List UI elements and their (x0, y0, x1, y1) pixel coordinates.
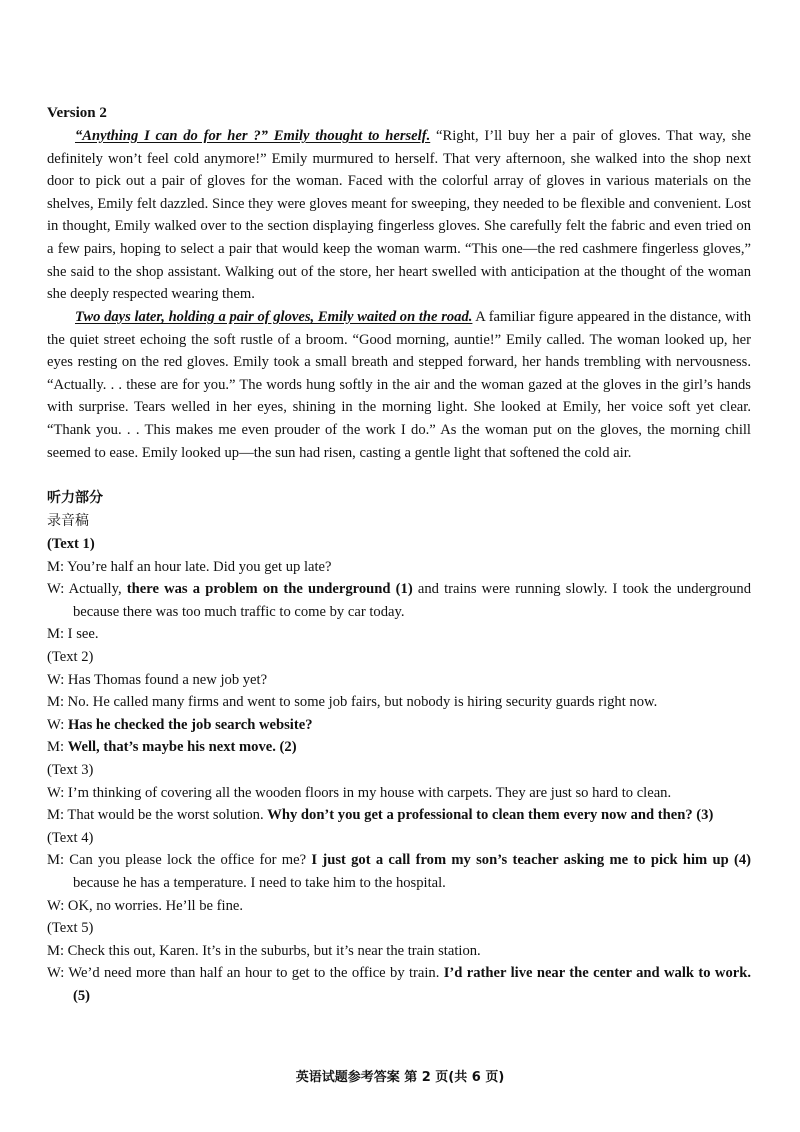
page-footer: 英语试题参考答案 第 2 页(共 6 页) (295, 1070, 505, 1085)
essay-paragraph-2 (47, 306, 751, 464)
answer-highlight: I just got a call from my son’s teacher asking me to pick him up (4) (311, 852, 751, 869)
answer-highlight: Why don’t you get a professional to clean them every now and then? (3) (267, 807, 714, 824)
text-5-line-1: M: Check this out, Karen. It’s in the suburbs, but it’s near the train station. (47, 942, 481, 959)
text-2-line-1: W: Has Thomas found a new job yet? (47, 671, 268, 688)
speaker-text: M: Can you please lock the office for me? (47, 852, 312, 869)
para1-body: “Right, I’ll buy her a pair of gloves. That way, she definitely won’t feel cold anymore!” Emily murmured to herself. That very afternoon, she walked into the shop next door to pick out a pair of gloves for the woman. Faced with the colorful array of gloves in various materials on the shelves, Emily felt dazzled. Since they were gloves meant for sweeping, they needed to be flexible and convenient. Lost in thought, Emily walked over to the section displaying fingerless gloves. She carefully felt the fabric and even tried on a few pairs, hoping to select a pair that would keep the woman warm. “This one—the red cashmere fingerless gloves,” she said to the shop assistant. Walking out of the store, her heart swelled with anticipation at the thought of the woman she deeply respected wearing them. (47, 128, 751, 303)
text-4-line-2: W: OK, no worries. He’ll be fine. (47, 897, 244, 914)
speaker-text: W: Actually, (47, 581, 127, 598)
text-1-line-3: M: I see. (47, 626, 99, 643)
answer-highlight: Has he checked the job search website? (67, 716, 313, 733)
speaker-text: W: We’d need more than half an hour to get to the office by train. (47, 965, 444, 982)
essay-paragraph-1 (47, 125, 751, 306)
text-2-line-2: M: No. He called many firms and went to some job fairs, but nobody is hiring security guards right now. (47, 694, 658, 711)
answer-highlight: Well, that’s maybe his next move. (2) (67, 739, 297, 756)
text-3-line-1: W: I’m thinking of covering all the wooden floors in my house with carpets. They are just so hard to clean. (47, 784, 672, 801)
speaker-text: and trains were running slowly. I took the underground because there was too much traffic to come by car today. (73, 581, 751, 620)
text-1-line-2 (47, 578, 751, 623)
text-4-label: (Text 4) (47, 829, 94, 846)
version-title: Version 2 (47, 105, 107, 121)
text-3-label: (Text 3) (47, 761, 94, 778)
listening-heading: 听力部分 (47, 490, 103, 506)
text-5-line-2 (47, 962, 751, 1007)
transcript-heading: 录音稿 (47, 513, 89, 529)
text-2-line-4 (47, 736, 751, 759)
answer-highlight: there was a problem on the underground (1) (126, 581, 413, 598)
text-1-line-1: M: You’re half an hour late. Did you get up late? (47, 558, 332, 575)
text-5-label: (Text 5) (47, 920, 94, 937)
text-2-label: (Text 2) (47, 648, 94, 665)
text-3-line-2 (47, 804, 751, 827)
speaker-text: W: (47, 716, 68, 733)
para2-body: A familiar figure appeared in the distance, with the quiet street echoing the soft rustle of a broom. “Good morning, auntie!” Emily called. The woman looked up, her eyes resting on the red gloves. Emily took a small breath and stepped forward, her hands trembling with nervousness. “Actually. . . these are for you.” The words hung softly in the air and the woman gazed at the gloves in the girl’s hands with surprise. Tears welled in her eyes, shining in the morning light. She looked at Emily, her voice soft yet clear. “Thank you. . . This makes me even prouder of the work I do.” As the woman put on the gloves, the morning chill seemed to ease. Emily looked up—the sun had risen, casting a gentle light that softened the cold air. (47, 309, 751, 461)
text-2-line-3 (47, 714, 751, 737)
text-4-line-1 (47, 849, 751, 894)
para1-lead-sentence: “Anything I can do for her ?” Emily thought to herself. (75, 128, 431, 144)
speaker-text: M: (47, 739, 68, 756)
text-1-label: (Text 1) (47, 536, 95, 552)
transcript (47, 533, 751, 1007)
speaker-text: because he has a temperature. I need to take him to the hospital. (73, 874, 446, 891)
para2-lead-sentence: Two days later, holding a pair of gloves, Emily waited on the road. (75, 309, 473, 325)
speaker-text: M: That would be the worst solution. (47, 807, 268, 824)
answer-highlight: I’d rather live near the center and walk to work. (5) (73, 965, 751, 1004)
